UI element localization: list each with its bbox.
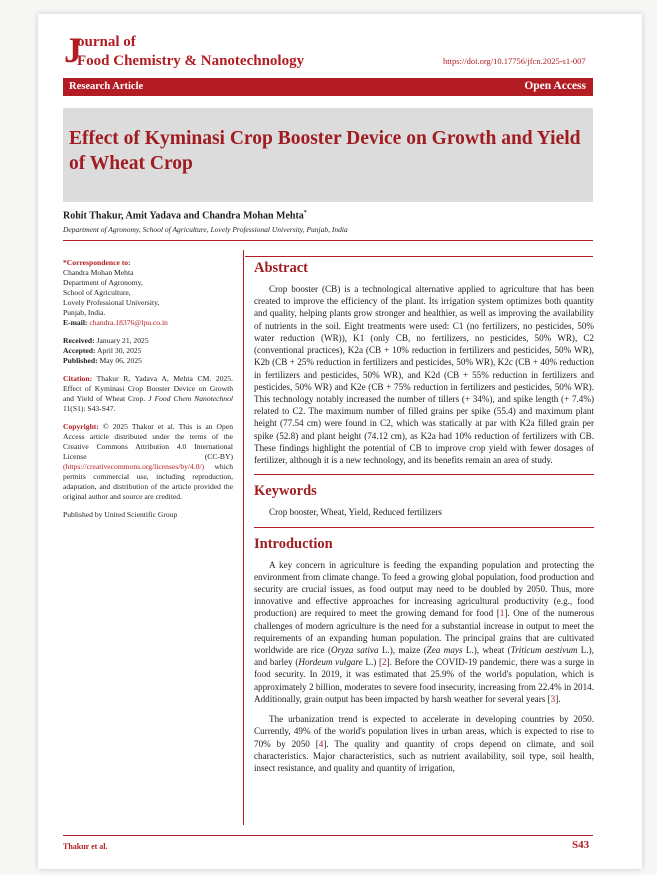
citation-ref[interactable]: 2 <box>382 657 387 668</box>
corr-line: Lovely Professional University, <box>63 298 160 308</box>
citation-block <box>63 374 233 414</box>
abstract-heading: Abstract <box>254 260 308 276</box>
affiliation: Department of Agronomy, School of Agriculture, Lovely Professional University, Punjab, India <box>63 225 348 234</box>
corr-line: Chandra Mohan Mehta <box>63 268 134 278</box>
footer-authors: Thakur et al. <box>63 842 108 851</box>
copyright-tail: which permits commercial use, including reproduction, adaptation, and distribution of the article provided the original author and source are credited. <box>63 462 233 502</box>
corr-line: Punjab, India. <box>63 308 106 318</box>
abstract-top-rule <box>245 256 593 257</box>
doi-link[interactable]: https://doi.org/10.17756/jfcn.2025-s1-007 <box>443 56 586 66</box>
published-date: May 06, 2025 <box>99 356 142 366</box>
footer-rule <box>63 835 593 836</box>
intro-paragraph-1: A key concern in agriculture is feeding the expanding population and protecting the environment from climate change. To feed a growing global population, food production and security are crucial issues, as food output may need to be doubled by 2050. Thus, more innovative and effective approaches for increasing agricultural productivity (e.g., food production) are required to meet the growing demand for food [1]. One of the numerous challenges of modern agriculture is the need for a substantial increase in output to meet the requirements of an expanding human population. The principal grains that are cultivated worldwide are rice (Oryza sativa L.), maize (Zea mays L.), wheat (Triticum aestivum L.), and barley (Hordeum vulgare L.) [2]. Before the COVID-19 pandemic, there was a surge in food security. In 2019, it was estimated that 25.9% of the world's population, which is approximately 2 billion, moderates to severe food insecurity, increasing from 22.4% in 2014. Additionally, grain output has been impacted by harsh weather for several years [3]. <box>254 559 595 704</box>
journal-name-line1: ournal of <box>77 34 136 50</box>
corr-line: School of Agriculture, <box>63 288 131 298</box>
received-label: Received: <box>63 336 95 346</box>
publisher-note: Published by United Scientific Group <box>63 510 178 520</box>
citation-label: Citation: <box>63 374 93 384</box>
email-link[interactable]: chandra.18376@lpu.co.in <box>89 318 168 328</box>
correspondence-block <box>63 258 233 328</box>
abstract-text: Crop booster (CB) is a technological alternative applied to agriculture that has been created to improve the efficiency of the plant. Its irrigation system optimizes both quantity and quality, helping plants grow stronger and healthier, as well as improving the availability of nutrients in the soil. Eight treatments were used: C1 (no fertilizers, no pesticides, 50% water reduction (WR)), K1 (only CB, no fertilizers, no pesticides, 50% WR), C2 (conventional practices), K2a (CB + 10% reduction in fertilizers and pesticides, 50% WR), K2b (CB + 25% reduction in fertilizers and pesticides, 50% WR), K2c (CB + 40% reduction in fertilizers and pesticides, 50% WR), and K2d (CB + 55% reduction in fertilizers and pesticides, 50% WR) and K2e (CB + 75% reduction in fertilizers and pesticides, 50% WR). This technology notably increased the number of tillers (+ 34%), and spike length (+ 7.4%) related to C2. The maximum number of filled grains per spike (55.4) and maximum plant height (77.54 cm) were found in C2, which was statically at par with K2a filled grain per spike (52.8) and plant height (74.12 cm), as K2a had 10% reduction of fertilizers with CB. These findings highlight the potential of CB to improve crop yield with fewer dosages of fertilizer, although it is a new technology, and its benefits remain an area of study. <box>254 284 594 466</box>
introduction-heading: Introduction <box>254 535 333 552</box>
open-access-label: Open Access <box>524 80 586 92</box>
column-divider <box>243 250 244 825</box>
citation-journal: J Food Chem Nanotechnol <box>148 394 233 404</box>
article-type: Research Article <box>69 81 144 92</box>
copyright-text: © 2025 Thakur et al. This is an Open Access article distributed under the terms of the Creative Commons Attribution 4.0 International License (CC-BY) <box>63 422 233 462</box>
correspondence-label: *Correspondence to: <box>63 258 131 267</box>
main-column <box>254 260 594 774</box>
corresponding-mark: * <box>303 210 307 216</box>
author-list <box>63 210 307 221</box>
intro-paragraph-2: The urbanization trend is expected to accelerate in developing countries by 2050. Currently, 49% of the world's population lives in urban areas, which is expected to rise to 70% by 2050 [4]. The quality and quantity of crops depend on climate, and soil characteristics. Major characteristics, such as nutrient availability, soil type, soil health, insect resistance, and quality and quantity of irrigation, <box>254 714 595 773</box>
accepted-date: April 30, 2025 <box>96 346 142 356</box>
email-label: E-mail: <box>63 318 88 328</box>
sidebar <box>63 258 233 528</box>
copyright-label: Copyright: <box>63 422 99 432</box>
section-divider <box>254 527 594 528</box>
published-label: Published: <box>63 356 98 366</box>
citation-text: Thakur R, Yadava A, Mehta CM. 2025. Effect of Kyminasi Crop Booster Device on Growth and Yield of Wheat Crop. <box>63 374 234 404</box>
keywords-heading: Keywords <box>254 483 317 500</box>
journal-name-line2: Food Chemistry & Nanotechnology <box>77 53 305 69</box>
article-banner <box>63 78 593 96</box>
author-names: Rohit Thakur, Amit Yadava and Chandra Mohan Mehta <box>63 210 304 222</box>
section-divider <box>254 474 594 475</box>
received-date: January 21, 2025 <box>96 336 149 346</box>
license-link[interactable]: (https://creativecommons.org/licenses/by/4.0/) <box>63 462 205 472</box>
copyright-block <box>63 422 233 502</box>
dates-block <box>63 336 233 366</box>
page-number: S43 <box>572 839 590 851</box>
citation-ref[interactable]: 3 <box>550 693 556 704</box>
corr-line: Department of Agronomy, <box>63 278 143 288</box>
title-box <box>63 108 593 202</box>
citation-tail: 11(S1): S43-S47. <box>63 404 116 414</box>
journal-initial: J <box>64 30 82 70</box>
accepted-label: Accepted: <box>63 346 96 356</box>
citation-ref[interactable]: 1 <box>499 608 505 619</box>
keywords-text: Crop booster, Wheat, Yield, Reduced fertilizers <box>269 507 442 518</box>
article-title: Effect of Kyminasi Crop Booster Device on Growth and Yield of Wheat Crop <box>69 128 581 175</box>
header-divider <box>63 240 593 241</box>
citation-ref[interactable]: 4 <box>318 738 324 749</box>
